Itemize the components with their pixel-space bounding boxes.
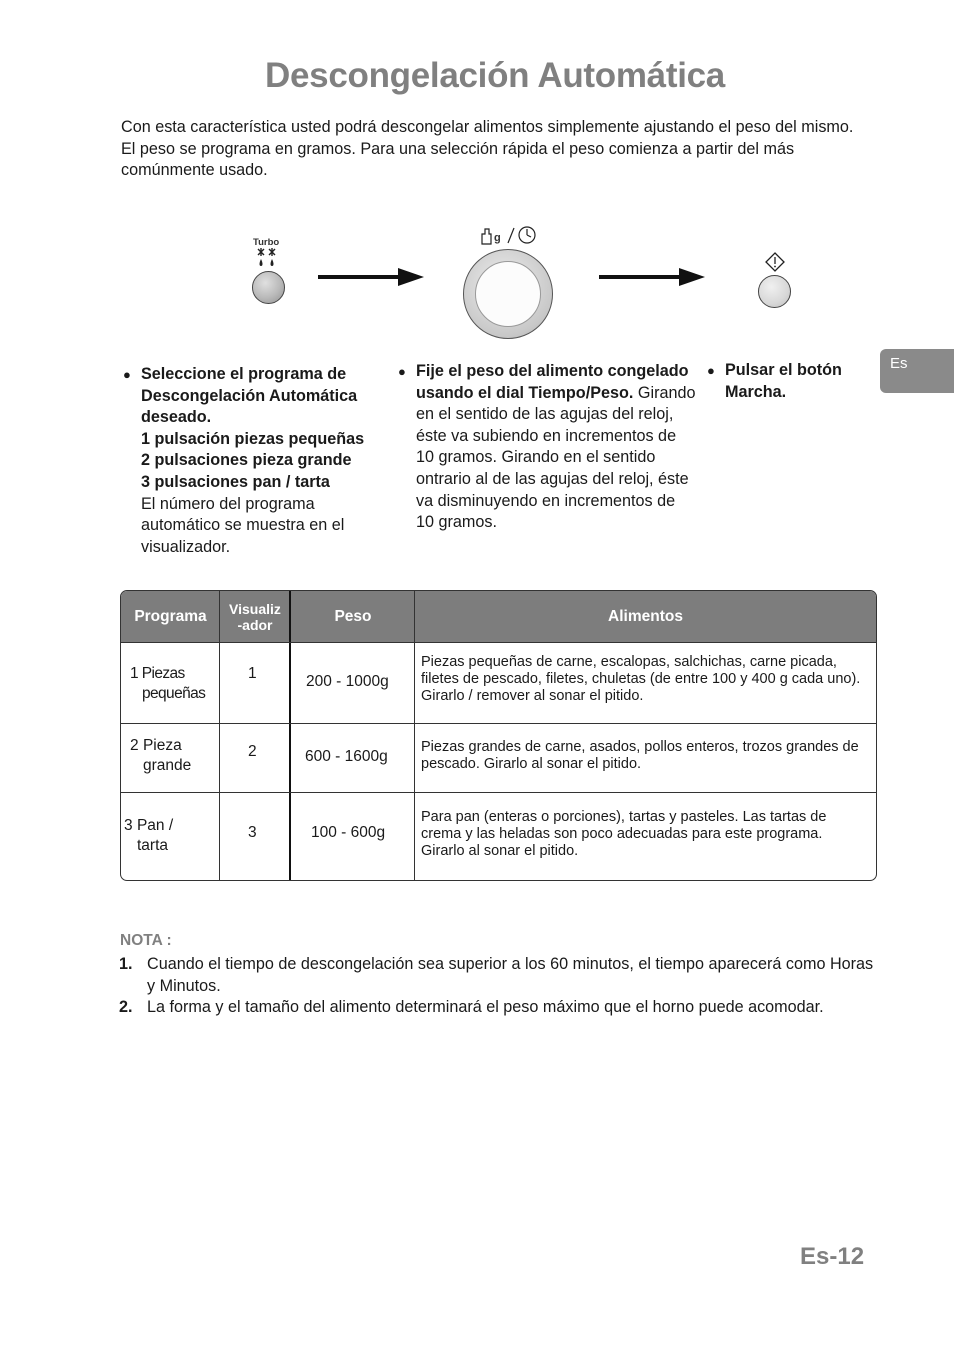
table-row-2-display: 2 [248, 743, 257, 760]
table-row-3-program [124, 816, 219, 856]
table-header [121, 591, 876, 642]
program-number: 1 [130, 665, 139, 682]
step-1-option-2: 2 pulsaciones pieza grande [141, 451, 352, 470]
weight-time-icon [478, 225, 540, 247]
nota-item-2 [119, 997, 877, 1019]
step-2 [398, 361, 696, 534]
table-row-2-food: Piezas grandes de carne, asados, pollos enteros, trozos grandes de pescado. Girarlo al sonar el pitido. [421, 739, 859, 772]
step-1 [123, 364, 391, 558]
bullet-icon: ● [398, 364, 406, 379]
nota-item-number: 1. [119, 955, 133, 973]
weight-time-dial[interactable] [463, 249, 553, 339]
start-button[interactable] [758, 275, 791, 308]
table-row-2-program [130, 736, 222, 776]
nota-item-1 [119, 954, 877, 997]
program-name-line2: pequeñas [142, 685, 206, 702]
language-tab [880, 349, 954, 393]
program-number: 3 [124, 817, 133, 834]
step-2-note: Girando en el sentido de las agujas del reloj, éste va subiendo en incrementos de 10 gramos. Girando en el sentido ontrario al de las agujas del reloj, éste va disminuyendo en incrementos de 10 gramos. [416, 383, 696, 532]
header-peso: Peso [334, 607, 372, 625]
header-visualizador-line1: Visualiz [229, 600, 281, 617]
table-row-1-program [130, 664, 222, 704]
nota-heading: NOTA : [120, 932, 172, 949]
table-row-3-food: Para pan (enteras o porciones), tartas y pasteles. Las tartas de crema y las heladas son poco adecuadas para este programa. Girarlo al sonar el pitido. [421, 809, 827, 859]
header-visualizador-line2: -ador [237, 616, 273, 633]
table-row-2-weight: 600 - 1600g [305, 748, 388, 765]
program-number: 2 [130, 737, 139, 754]
dial-knob-face[interactable] [475, 261, 541, 327]
column-divider [289, 590, 291, 881]
page-number: Es-12 [800, 1243, 865, 1270]
step-1-instruction: Seleccione el programa de Descongelación Automática deseado. [141, 365, 358, 427]
bullet-icon: ● [707, 363, 715, 378]
program-name-line2: grande [143, 757, 192, 774]
table-row-3-weight: 100 - 600g [311, 824, 386, 841]
intro-paragraph: Con esta característica usted podrá descongelar alimentos simplemente ajustando el peso del mismo. El peso se programa en gramos. Para una selección rápida el peso comienza a partir del más comúnmente usado. [121, 118, 854, 180]
program-name-line1: Pieza [142, 737, 182, 754]
step-3 [707, 360, 875, 403]
arrow-right-icon [318, 266, 426, 288]
header-programa: Programa [134, 607, 207, 625]
header-alimentos: Alimentos [608, 607, 683, 625]
turbo-defrost-button[interactable] [252, 271, 285, 304]
turbo-label: Turbo [253, 237, 280, 248]
program-name-line1: Piezas [141, 665, 185, 682]
row-divider [121, 792, 876, 793]
program-name-line2: tarta [137, 837, 169, 854]
table-row-3-display: 3 [248, 824, 257, 841]
nota-item-text: Cuando el tiempo de descongelación sea superior a los 60 minutos, el tiempo aparecerá como Horas y Minutos. [147, 955, 874, 995]
program-name-line1: Pan / [136, 817, 174, 834]
table-row-1-display: 1 [248, 665, 257, 682]
step-1-note: El número del programa automático se muestra en el visualizador. [141, 494, 345, 556]
column-divider [414, 591, 415, 880]
table-row-1-weight: 200 - 1000g [306, 673, 389, 690]
nota-item-number: 2. [119, 998, 133, 1016]
bullet-icon: ● [123, 367, 131, 382]
row-divider [121, 642, 876, 643]
page-title: Descongelación Automática [265, 56, 725, 95]
start-icon [765, 252, 785, 272]
defrost-programs-table [120, 590, 877, 881]
header-visualizador [220, 591, 290, 642]
row-divider [121, 723, 876, 724]
step-3-instruction: Pulsar el botón Marcha. [725, 361, 842, 401]
arrow-right-icon [599, 266, 707, 288]
step-2-instruction: Fije el peso del alimento congelado usando el dial Tiempo/Peso. [416, 362, 689, 402]
step-1-option-3: 3 pulsaciones pan / tarta [141, 472, 330, 491]
nota-item-text: La forma y el tamaño del alimento determinará el peso máximo que el horno puede acomodar. [147, 998, 824, 1016]
language-tab-label: Es [890, 355, 908, 372]
turbo-defrost-icon [255, 248, 281, 270]
step-1-option-1: 1 pulsación piezas pequeñas [141, 429, 365, 448]
table-row-1-food: Piezas pequeñas de carne, escalopas, salchichas, carne picada, filetes de pescado, filetes, chuletas (de entre 100 y 400 g cada uno). Girarlo / remover al sonar el pitido. [421, 654, 861, 704]
dial-unit-label: g [494, 232, 501, 244]
